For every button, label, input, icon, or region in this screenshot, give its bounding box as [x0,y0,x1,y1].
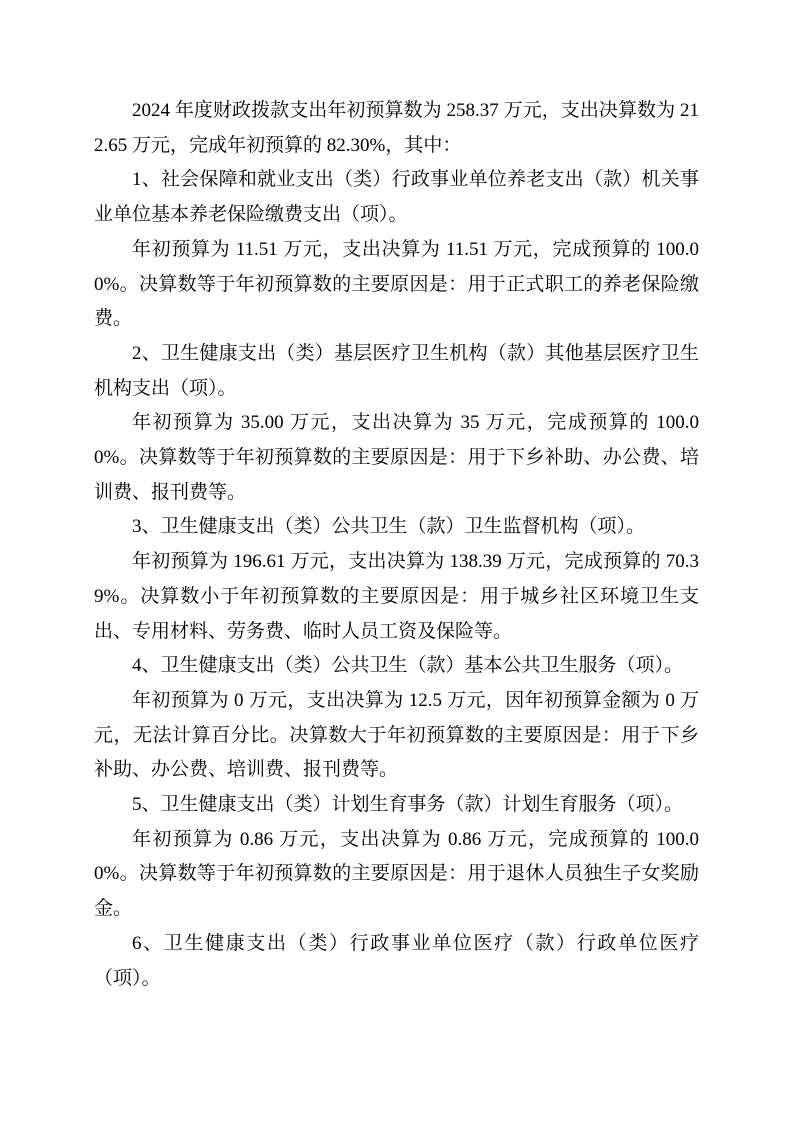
para-item3-detail: 年初预算为 196.61 万元，支出决算为 138.39 万元，完成预算的 70.39%。决算数小于年初预算数的主要原因是：用于城乡社区环境卫生支出、专用材料、劳务费、临时人员工资及保险等。 [94,551,699,642]
para-item1-detail: 年初预算为 11.51 万元，支出决算为 11.51 万元，完成预算的 100.00%。决算数等于年初预算数的主要原因是：用于正式职工的养老保险缴费。 [94,238,699,330]
para-item2-detail: 年初预算为 35.00 万元，支出决算为 35 万元，完成预算的 100.00%。决算数等于年初预算数的主要原因是：用于下乡补助、办公费、培训费、报刊费等。 [94,412,699,503]
para-item2-title: 2、卫生健康支出（类）基层医疗卫生机构（款）其他基层医疗卫生机构支出（项）。 [94,342,699,399]
para-budget-summary: 2024 年度财政拨款支出年初预算数为 258.37 万元，支出决算数为 212.65 万元，完成年初预算的 82.30%，其中： [94,100,699,156]
para-item4-title: 4、卫生健康支出（类）公共卫生（款）基本公共卫生服务（项）。 [132,655,684,677]
para-item5-detail: 年初预算为 0.86 万元，支出决算为 0.86 万元，完成预算的 100.00%。决算数等于年初预算数的主要原因是：用于退休人员独生子女奖励金。 [94,828,699,920]
para-item1-title: 1、社会保障和就业支出（类）行政事业单位养老支出（款）机关事业单位基本养老保险缴费支出（项）。 [94,169,699,226]
para-item5-title: 5、卫生健康支出（类）计划生育事务（款）计划生育服务（项）。 [132,794,684,816]
para-item4-detail: 年初预算为 0 万元，支出决算为 12.5 万元，因年初预算金额为 0 万元，无法计算百分比。决算数大于年初预算数的主要原因是：用于下乡补助、办公费、培训费、报刊费等。 [94,689,699,781]
para-item6-title: 6、卫生健康支出（类）行政事业单位医疗（款）行政单位医疗（项）。 [94,932,699,989]
document-body [94,94,699,996]
para-item3-title: 3、卫生健康支出（类）公共卫生（款）卫生监督机构（项）。 [132,516,646,538]
